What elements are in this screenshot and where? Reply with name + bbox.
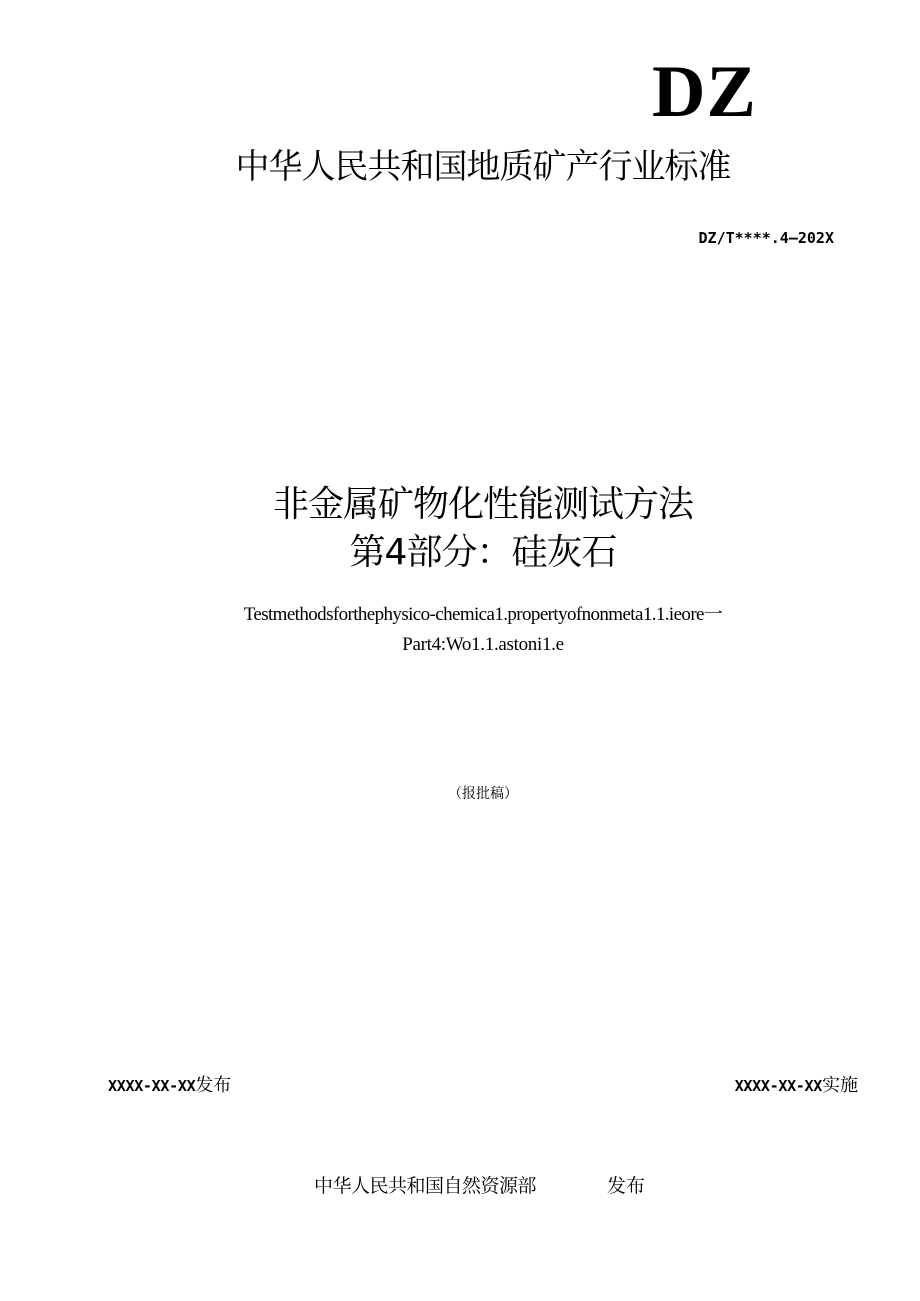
implementation-date-code: XXXX-XX-XX: [734, 1077, 822, 1095]
draft-status: （报批稿）: [448, 786, 518, 802]
org-title: 中华人民共和国地质矿产行业标准: [235, 147, 731, 187]
release-date-code: XXXX-XX-XX: [108, 1077, 196, 1095]
standard-logo: DZ: [652, 51, 757, 133]
release-date: [108, 1074, 231, 1098]
implementation-date-label: 实施: [822, 1075, 858, 1096]
english-title-line1: Testmethodsforthephysico-chemica1.propertyofnonmeta1.1.ieore一: [243, 604, 723, 625]
document-subtitle: 第4部分：硅灰石: [349, 532, 617, 573]
implementation-date: [735, 1074, 858, 1098]
standard-number: DZ/T****.4—202X: [698, 229, 834, 247]
document-title: 非金属矿物化性能测试方法: [272, 484, 693, 525]
english-title-line2: Part4:Wo1.1.astoni1.e: [402, 634, 564, 655]
release-date-label: 发布: [195, 1075, 232, 1096]
issuing-authority: 中华人民共和国自然资源部: [314, 1175, 537, 1197]
issuing-action: 发布: [607, 1175, 646, 1197]
